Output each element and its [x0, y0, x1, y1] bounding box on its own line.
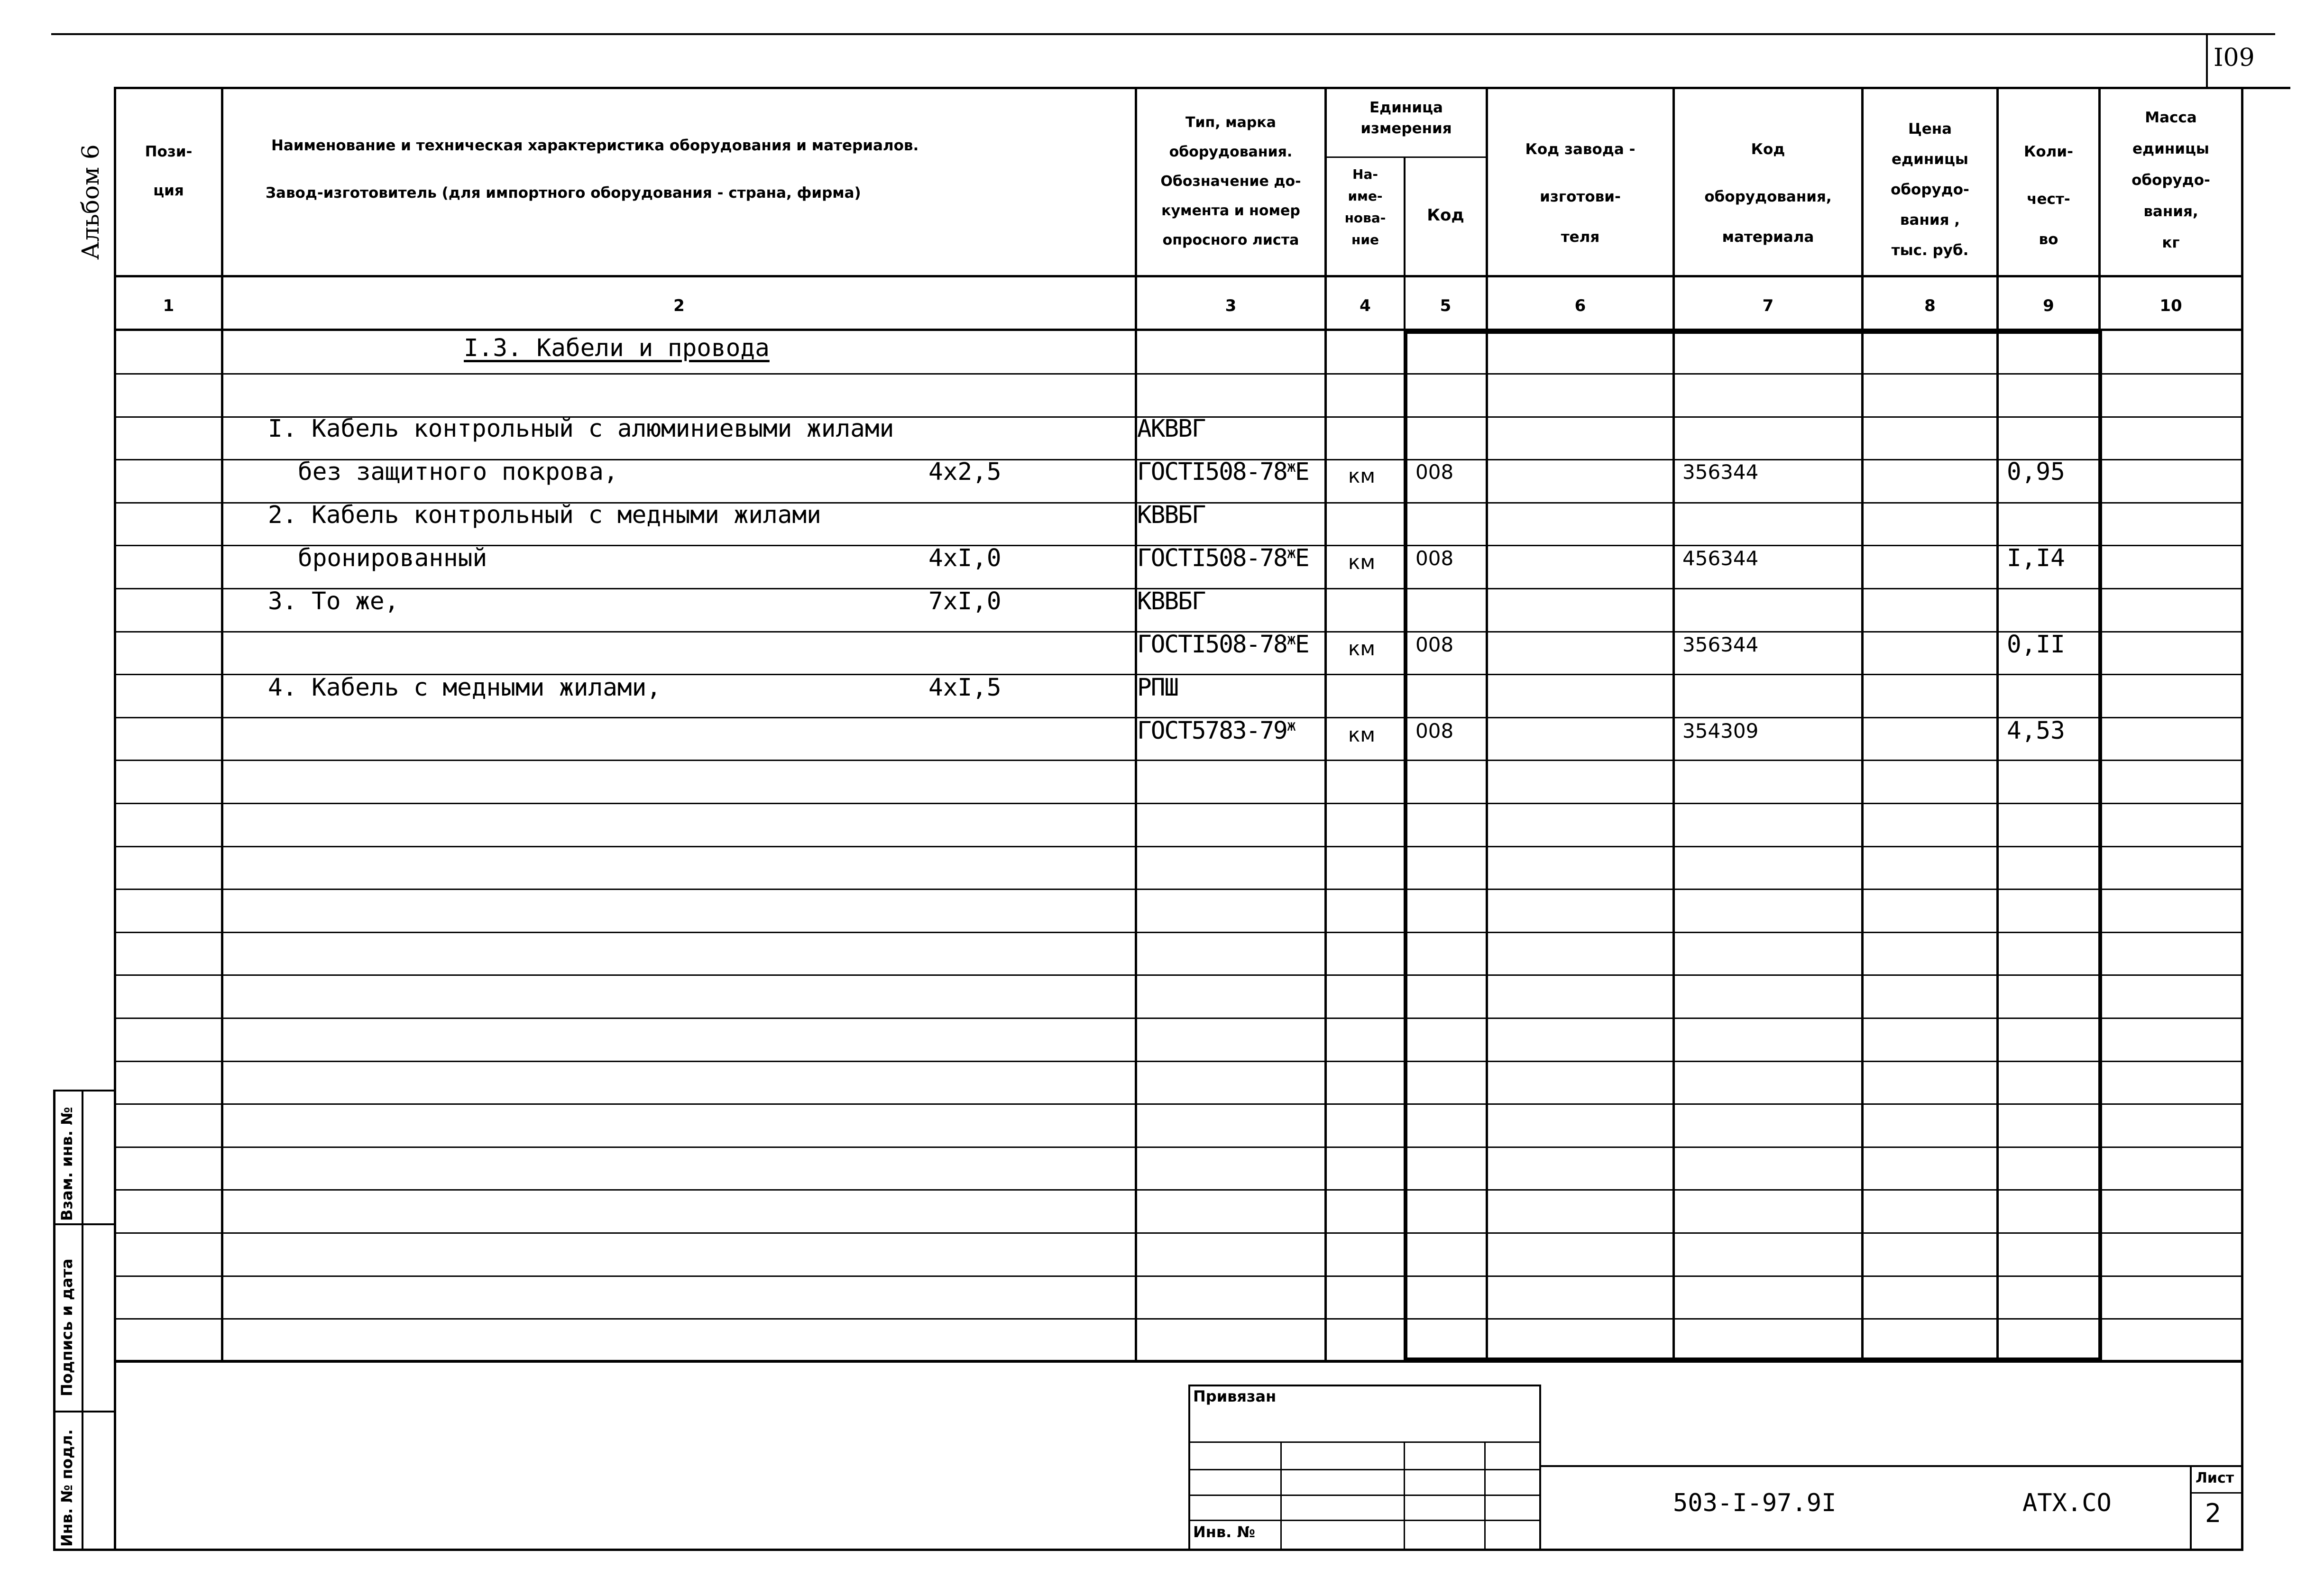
row-size: 7xI,0 [928, 587, 1001, 615]
row-rule [114, 846, 2243, 847]
frame-right [2241, 87, 2243, 1551]
tb-attached-label: Привязан [1193, 1387, 1277, 1405]
row-type [1137, 458, 1309, 486]
row-rule [114, 932, 2243, 933]
header-col6: Код завода - изготови- теля [1525, 141, 1635, 246]
row-unit-code: 008 [1415, 633, 1454, 656]
row-name: I. Кабель контрольный с алюминиевыми жилами [268, 415, 894, 443]
header-col2-line1: Наименование и техническая характеристика оборудования и материалов. [271, 137, 919, 154]
row-type [1137, 415, 1205, 443]
row-name: 2. Кабель контрольный с медными жилами [268, 501, 821, 529]
col-divider-7 [1861, 87, 1864, 1362]
tb-main-top [1539, 1465, 2241, 1467]
header-col1-b: ция [153, 182, 184, 199]
row-type-text: ГОСТ5783-79 [1137, 717, 1287, 745]
header-col3: Тип, марка оборудования. Обозначение до- кумента и номер опросного листа [1160, 114, 1301, 248]
stamp-divider-1 [53, 1090, 115, 1092]
row-rule [114, 1318, 2243, 1320]
row-unit-code: 008 [1415, 719, 1454, 743]
row-name: без защитного покрова, [298, 458, 618, 486]
col-number-6: 6 [1574, 296, 1586, 315]
col-number-1: 1 [163, 296, 175, 315]
row-type-text: РПШ [1137, 674, 1178, 702]
col-number-5: 5 [1440, 296, 1452, 315]
row-unit-code: 008 [1415, 460, 1454, 484]
header-col1: Пози- [145, 143, 193, 160]
row-unit: км [1348, 637, 1376, 660]
row-type-mark: ж [1286, 716, 1296, 734]
col-divider-1 [221, 87, 223, 1362]
col-number-7: 7 [1762, 296, 1774, 315]
stamp-divider-2 [53, 1223, 115, 1225]
row-rule [114, 803, 2243, 804]
body-bottom-rule [114, 1360, 2243, 1362]
stamp-inv-podl: Инв. № подл. [58, 1429, 76, 1547]
row-qty: 0,II [2007, 631, 2065, 659]
doc-code: 503-I-97.9I [1673, 1489, 1837, 1517]
stamp-signature-date: Подпись и дата [58, 1258, 76, 1396]
unit-group-rule [1325, 156, 1487, 158]
row-code: 354309 [1682, 719, 1759, 743]
tb-row-2 [1188, 1469, 1541, 1470]
col-divider-5 [1486, 87, 1488, 1362]
tb-row-4 [1188, 1520, 1541, 1521]
col-divider-3 [1324, 87, 1327, 1362]
row-size: 4xI,0 [928, 544, 1001, 572]
col-number-4: 4 [1360, 296, 1371, 315]
row-type-text: ГОСТI508-78 [1137, 544, 1287, 572]
tb-col-3 [1484, 1441, 1486, 1549]
row-size: 4xI,5 [928, 674, 1001, 702]
row-size: 4x2,5 [928, 458, 1001, 486]
stamp-vzam-inv: Взам. инв. № [58, 1107, 76, 1221]
col-number-9: 9 [2043, 296, 2054, 315]
header-unit-group: Единица измерения [1360, 99, 1452, 137]
page-number: I09 [2214, 44, 2255, 72]
row-rule [114, 373, 2243, 375]
row-rule [114, 760, 2243, 761]
row-unit: км [1348, 550, 1376, 574]
row-type-suffix: Е [1295, 631, 1309, 659]
top-rule [51, 33, 2275, 35]
stamp-divider-3 [53, 1411, 115, 1413]
row-rule [114, 1189, 2243, 1191]
row-unit: км [1348, 723, 1376, 746]
row-type [1137, 501, 1205, 530]
tb-sheet-divider [2190, 1492, 2242, 1494]
tb-sheet-left [2190, 1465, 2192, 1550]
tb-attached-right [1539, 1385, 1541, 1550]
tb-inv-no-label: Инв. № [1193, 1523, 1255, 1541]
row-qty: 0,95 [2007, 458, 2065, 486]
header-bottom-rule [114, 275, 2243, 277]
col-number-10: 10 [2159, 296, 2182, 315]
row-unit: км [1348, 464, 1376, 487]
doc-mark: АТХ.СО [2022, 1489, 2112, 1517]
row-type-text: ГОСТI508-78 [1137, 458, 1287, 486]
header-col4: На- име- нова- ние [1344, 166, 1386, 248]
row-type [1137, 544, 1309, 573]
row-name: 3. То же, [268, 587, 399, 615]
header-col10: Масса единицы оборудо- вания, кг [2132, 109, 2210, 251]
row-rule [114, 889, 2243, 890]
header-col2-line2: Завод-изготовитель (для импортного оборудования - страна, фирма) [266, 184, 861, 202]
section-title: I.3. Кабели и провода [464, 334, 770, 362]
row-type [1137, 674, 1178, 702]
sheet-number: 2 [2205, 1498, 2222, 1528]
col-divider-8 [1996, 87, 1999, 1362]
header-col7: Код оборудования, материала [1704, 141, 1832, 246]
row-qty: I,I4 [2007, 544, 2065, 572]
header-col9: Коли- чест- во [2024, 143, 2073, 248]
row-unit-code: 008 [1415, 547, 1454, 570]
row-type-mark: ж [1286, 458, 1296, 476]
frame-bottom [53, 1549, 2242, 1551]
frame-top [114, 87, 2290, 89]
col-number-3: 3 [1225, 296, 1237, 315]
col-number-8: 8 [1924, 296, 1936, 315]
page-number-box-left [2206, 33, 2208, 87]
row-type-text: АКВВГ [1137, 415, 1205, 443]
tb-attached-top [1188, 1385, 1541, 1386]
album-label: Альбом 6 [77, 144, 104, 260]
row-type-text: ГОСТI508-78 [1137, 631, 1287, 659]
row-name: 4. Кабель с медными жилами, [268, 674, 662, 702]
row-type [1137, 587, 1205, 616]
row-rule [114, 1061, 2243, 1062]
row-rule [114, 1147, 2243, 1148]
tb-row-3 [1188, 1495, 1541, 1496]
row-type-text: КВВБГ [1137, 587, 1205, 615]
sheet-label: Лист [2196, 1470, 2234, 1486]
row-rule [114, 1232, 2243, 1234]
row-rule [114, 974, 2243, 976]
row-rule [114, 1103, 2243, 1105]
row-code: 356344 [1682, 460, 1759, 484]
row-type [1137, 631, 1309, 659]
tb-col-2 [1404, 1441, 1405, 1549]
row-rule [114, 1275, 2243, 1277]
row-type-mark: ж [1286, 544, 1296, 562]
tb-col-1 [1280, 1441, 1282, 1549]
row-code: 356344 [1682, 633, 1759, 656]
header-col8: Цена единицы оборудо- вания , тыс. руб. [1891, 120, 1969, 259]
row-qty: 4,53 [2007, 717, 2065, 745]
row-type-text: КВВБГ [1137, 501, 1205, 529]
stamp-col-inner [82, 1090, 83, 1551]
row-type-suffix: Е [1295, 458, 1309, 486]
tb-attached-left [1188, 1385, 1190, 1550]
stamp-col-left [53, 1090, 55, 1551]
header-col5: Код [1427, 206, 1464, 225]
tb-row-1 [1188, 1441, 1541, 1443]
col-number-2: 2 [673, 296, 685, 315]
row-rule [114, 1018, 2243, 1019]
row-name: бронированный [298, 544, 487, 572]
row-code: 456344 [1682, 547, 1759, 570]
row-type [1137, 717, 1295, 745]
row-type-suffix: Е [1295, 544, 1309, 572]
col-divider-6 [1672, 87, 1675, 1362]
row-type-mark: ж [1286, 630, 1296, 648]
